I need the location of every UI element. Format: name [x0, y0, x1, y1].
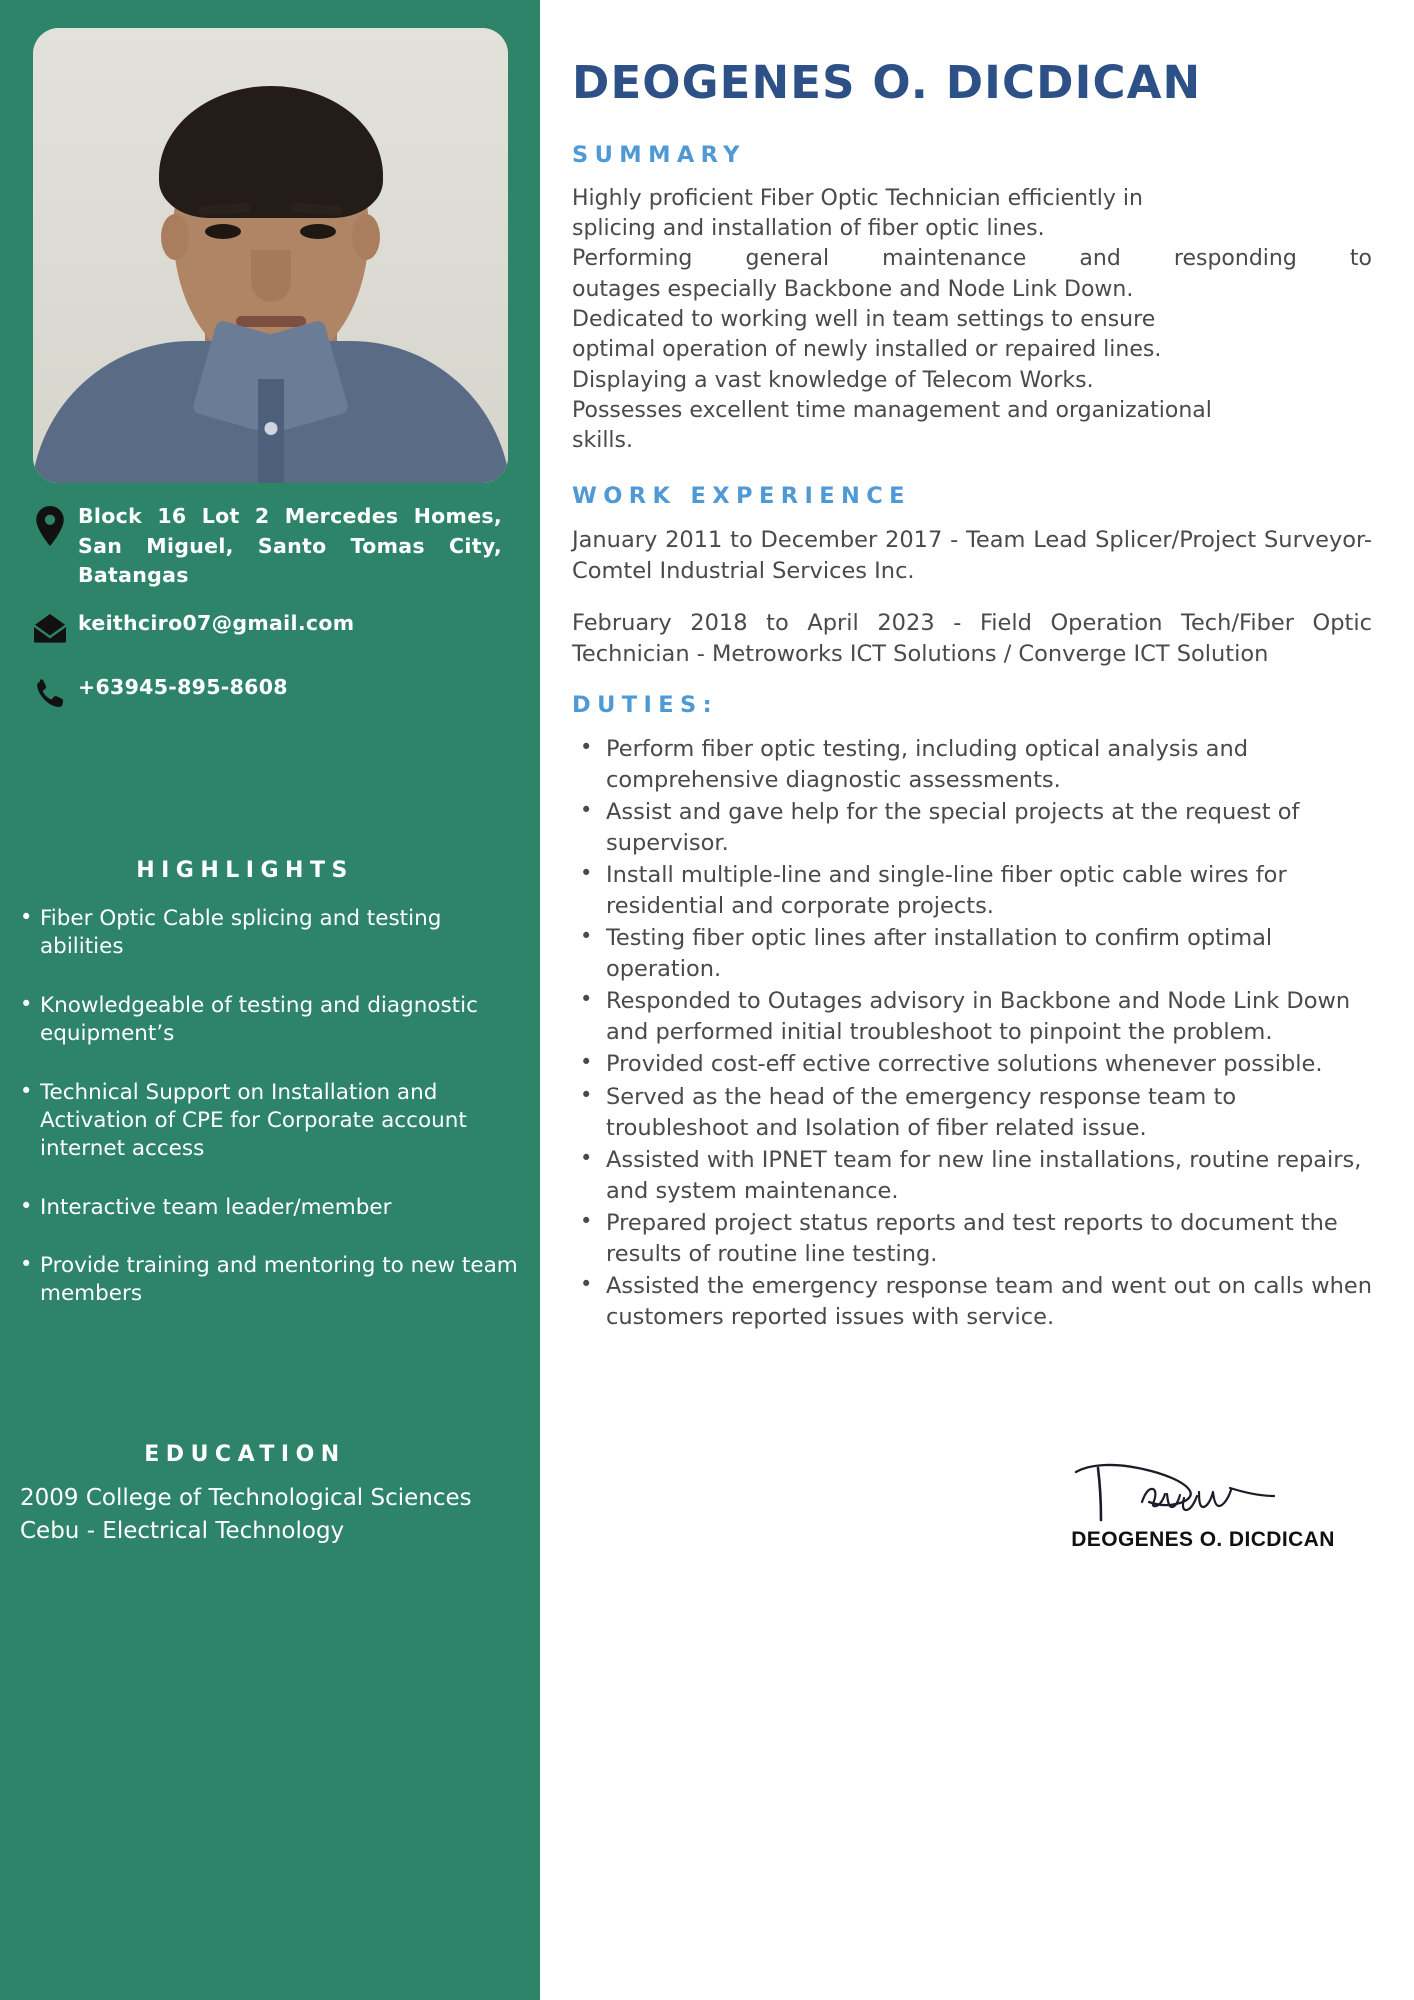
signature-block	[1038, 1458, 1368, 1552]
location-pin-icon	[22, 502, 78, 546]
photo-eye-right	[300, 224, 336, 239]
summary-heading: SUMMARY	[572, 141, 746, 168]
list-item: • Perform fiber optic testing, including optical analysis and comprehensive diagnostic assessments.	[572, 734, 1372, 796]
list-item: • Knowledgeable of testing and diagnostic equipment’s	[18, 992, 528, 1049]
photo-mouth	[236, 316, 306, 327]
highlights-section-header	[0, 858, 480, 883]
contact-block	[22, 502, 522, 727]
summary-line: Possesses excellent time management and organizational	[572, 398, 1212, 424]
summary-line: skills.	[572, 428, 633, 454]
sidebar	[0, 0, 540, 2000]
list-item: • Responded to Outages advisory in Backbone and Node Link Down and performed initial troubleshoot to pinpoint the problem.	[572, 986, 1372, 1048]
list-item: • Install multiple-line and single-line fiber optic cable wires for residential and corporate projects.	[572, 860, 1372, 922]
photo-shirt-button	[264, 422, 277, 435]
list-item: • Provide training and mentoring to new team members	[18, 1252, 528, 1309]
summary-line: Highly proficient Fiber Optic Technician efficiently in	[572, 185, 1143, 211]
avatar	[33, 28, 508, 483]
highlights-heading: HIGHLIGHTS	[136, 858, 354, 883]
list-item: • Technical Support on Installation and Activation of CPE for Corporate account internet access	[18, 1079, 528, 1164]
page-title: DEOGENES O. DICDICAN	[572, 56, 1202, 109]
list-item: • Prepared project status reports and test reports to document the results of routine line testing.	[572, 1208, 1372, 1270]
address-text: Block 16 Lot 2 Mercedes Homes, San Miguel, Santo Tomas City, Batangas	[78, 504, 502, 588]
summary-line: Performing general maintenance and responding to	[572, 246, 1372, 272]
envelope-icon	[22, 609, 78, 643]
list-item: • Testing fiber optic lines after installation to confirm optimal operation.	[572, 923, 1372, 985]
work-experience-heading: WORK EXPERIENCE	[572, 482, 911, 509]
photo-ear-right	[352, 214, 380, 260]
list-item: • Fiber Optic Cable splicing and testing abilities	[18, 905, 528, 962]
photo-eye-left	[205, 224, 241, 239]
signature-icon	[1068, 1458, 1338, 1536]
education-heading: EDUCATION	[144, 1442, 346, 1467]
list-item: • Assisted the emergency response team and went out on calls when customers reported issues with service.	[572, 1271, 1372, 1333]
list-item: • Assisted with IPNET team for new line installations, routine repairs, and system maintenance.	[572, 1145, 1372, 1207]
phone-text: +63945-895-8608	[78, 675, 288, 700]
main-content	[540, 0, 1414, 2000]
duties-list	[572, 734, 1372, 1333]
work-entry: February 2018 to April 2023 - Field Operation Tech/Fiber Optic Technician - Metroworks ICT Solutions / Converge ICT Solution	[572, 610, 1372, 668]
portrait-photo	[33, 28, 508, 483]
list-item: • Assist and gave help for the special projects at the request of supervisor.	[572, 797, 1372, 859]
duties-heading: DUTIES:	[572, 691, 719, 718]
list-item: • Served as the head of the emergency response team to troubleshoot and Isolation of fiber related issue.	[572, 1082, 1372, 1144]
contact-row-address	[22, 502, 522, 591]
summary-text	[572, 184, 1372, 457]
highlights-list	[18, 905, 528, 1339]
summary-line: optimal operation of newly installed or repaired lines.	[572, 337, 1162, 363]
signature-name: DEOGENES O. DICDICAN	[1071, 1528, 1335, 1551]
education-text: 2009 College of Technological Sciences Cebu - Electrical Technology	[20, 1485, 472, 1544]
contact-row-email[interactable]	[22, 609, 522, 643]
summary-line: Displaying a vast knowledge of Telecom Works.	[572, 367, 1094, 393]
summary-line: splicing and installation of fiber optic lines.	[572, 215, 1045, 241]
email-text: keithciro07@gmail.com	[78, 611, 355, 636]
list-item: • Interactive team leader/member	[18, 1194, 528, 1222]
photo-ear-left	[161, 214, 189, 260]
list-item: • Provided cost-eff ective corrective solutions whenever possible.	[572, 1049, 1372, 1080]
photo-nose	[251, 250, 291, 302]
education-section-header	[0, 1442, 480, 1467]
summary-line: Dedicated to working well in team settings to ensure	[572, 306, 1156, 332]
work-entry: January 2011 to December 2017 - Team Lead Splicer/Project Surveyor- Comtel Industrial Services Inc.	[572, 526, 1372, 584]
phone-icon	[22, 673, 78, 709]
summary-line: outages especially Backbone and Node Link Down.	[572, 276, 1134, 302]
contact-row-phone[interactable]	[22, 673, 522, 709]
